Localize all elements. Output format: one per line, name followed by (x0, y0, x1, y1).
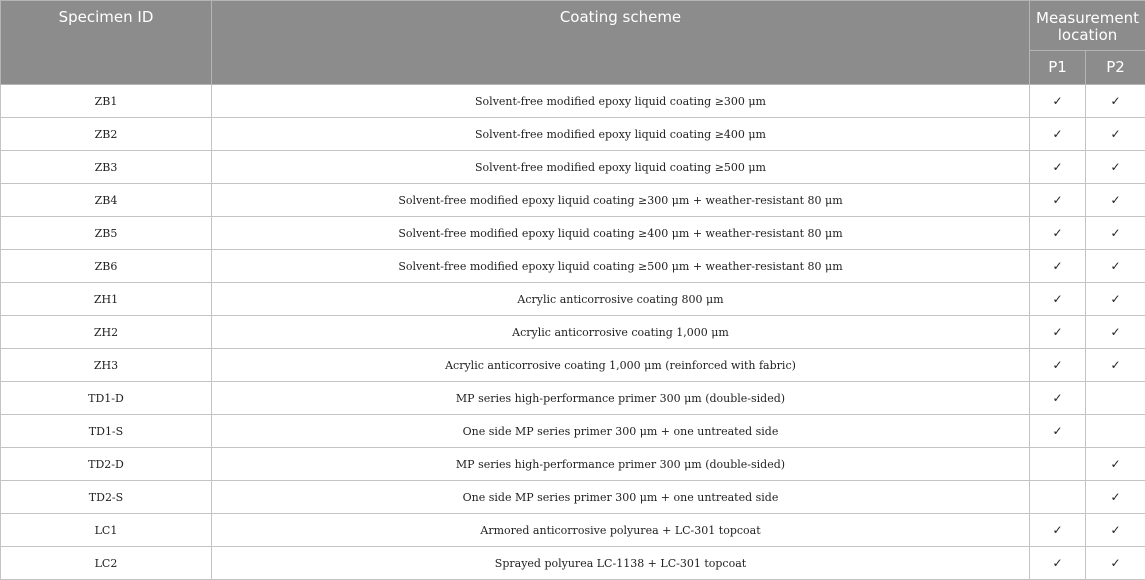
specimen-id-cell: ZB1 (1, 85, 212, 118)
coating-scheme-cell: Solvent-free modified epoxy liquid coating ≥300 μm + weather-resistant 80 μm (212, 184, 1030, 217)
coating-scheme-cell: One side MP series primer 300 μm + one untreated side (212, 481, 1030, 514)
p2-check-cell: ✓ (1086, 481, 1145, 514)
table-row (1, 448, 1145, 481)
specimen-id-cell: ZH2 (1, 316, 212, 349)
table-header (1, 1, 1145, 85)
p2-check-cell: ✓ (1086, 85, 1145, 118)
specimen-id-cell: ZH1 (1, 283, 212, 316)
p2-check-cell (1086, 382, 1145, 415)
table-row (1, 151, 1145, 184)
table-row (1, 85, 1145, 118)
p1-check-cell (1030, 481, 1086, 514)
p1-check-cell (1030, 448, 1086, 481)
table-body (1, 85, 1145, 580)
table-row (1, 184, 1145, 217)
specimen-id-cell: ZB3 (1, 151, 212, 184)
p1-check-cell: ✓ (1030, 514, 1086, 547)
p2-check-cell: ✓ (1086, 151, 1145, 184)
specimen-id-cell: TD1-S (1, 415, 212, 448)
coating-scheme-cell: MP series high-performance primer 300 μm (double-sided) (212, 382, 1030, 415)
table-row (1, 514, 1145, 547)
p1-check-cell: ✓ (1030, 217, 1086, 250)
specimen-id-cell: ZH3 (1, 349, 212, 382)
coating-scheme-cell: Solvent-free modified epoxy liquid coating ≥500 μm + weather-resistant 80 μm (212, 250, 1030, 283)
coating-scheme-cell: One side MP series primer 300 μm + one untreated side (212, 415, 1030, 448)
specimen-id-cell: TD1-D (1, 382, 212, 415)
p2-check-cell: ✓ (1086, 547, 1145, 580)
p1-check-cell: ✓ (1030, 118, 1086, 151)
header-p1: P1 (1030, 51, 1086, 85)
specimen-id-cell: TD2-D (1, 448, 212, 481)
p2-check-cell: ✓ (1086, 283, 1145, 316)
p1-check-cell: ✓ (1030, 415, 1086, 448)
p1-check-cell: ✓ (1030, 151, 1086, 184)
specimen-id-cell: ZB5 (1, 217, 212, 250)
coating-scheme-cell: Armored anticorrosive polyurea + LC-301 topcoat (212, 514, 1030, 547)
p2-check-cell: ✓ (1086, 217, 1145, 250)
header-specimen-id: Specimen ID (1, 1, 212, 85)
p2-check-cell: ✓ (1086, 316, 1145, 349)
table-row (1, 349, 1145, 382)
p1-check-cell: ✓ (1030, 250, 1086, 283)
p2-check-cell: ✓ (1086, 184, 1145, 217)
coating-scheme-cell: Solvent-free modified epoxy liquid coating ≥400 μm (212, 118, 1030, 151)
header-measurement-location: Measurement location (1030, 1, 1145, 51)
table-row (1, 547, 1145, 580)
p2-check-cell: ✓ (1086, 448, 1145, 481)
coating-scheme-cell: Acrylic anticorrosive coating 1,000 μm (reinforced with fabric) (212, 349, 1030, 382)
specimen-id-cell: LC2 (1, 547, 212, 580)
table-row (1, 415, 1145, 448)
table-row (1, 481, 1145, 514)
coating-scheme-cell: MP series high-performance primer 300 μm (double-sided) (212, 448, 1030, 481)
coating-scheme-cell: Sprayed polyurea LC-1138 + LC-301 topcoat (212, 547, 1030, 580)
p2-check-cell (1086, 415, 1145, 448)
coating-scheme-cell: Solvent-free modified epoxy liquid coating ≥500 μm (212, 151, 1030, 184)
table-row (1, 283, 1145, 316)
p1-check-cell: ✓ (1030, 85, 1086, 118)
p2-check-cell: ✓ (1086, 514, 1145, 547)
specimen-id-cell: ZB2 (1, 118, 212, 151)
specimen-id-cell: LC1 (1, 514, 212, 547)
p2-check-cell: ✓ (1086, 118, 1145, 151)
table-row (1, 118, 1145, 151)
p1-check-cell: ✓ (1030, 349, 1086, 382)
specimen-id-cell: ZB4 (1, 184, 212, 217)
table-row (1, 250, 1145, 283)
p1-check-cell: ✓ (1030, 382, 1086, 415)
specimen-id-cell: ZB6 (1, 250, 212, 283)
coating-scheme-cell: Acrylic anticorrosive coating 1,000 μm (212, 316, 1030, 349)
p2-check-cell: ✓ (1086, 250, 1145, 283)
p2-check-cell: ✓ (1086, 349, 1145, 382)
table-row (1, 382, 1145, 415)
header-p2: P2 (1086, 51, 1145, 85)
specimen-id-cell: TD2-S (1, 481, 212, 514)
coating-scheme-cell: Acrylic anticorrosive coating 800 μm (212, 283, 1030, 316)
p1-check-cell: ✓ (1030, 547, 1086, 580)
coating-scheme-cell: Solvent-free modified epoxy liquid coating ≥300 μm (212, 85, 1030, 118)
p1-check-cell: ✓ (1030, 184, 1086, 217)
table-row (1, 316, 1145, 349)
p1-check-cell: ✓ (1030, 316, 1086, 349)
coating-scheme-cell: Solvent-free modified epoxy liquid coating ≥400 μm + weather-resistant 80 μm (212, 217, 1030, 250)
header-coating-scheme: Coating scheme (212, 1, 1030, 85)
p1-check-cell: ✓ (1030, 283, 1086, 316)
table-row (1, 217, 1145, 250)
